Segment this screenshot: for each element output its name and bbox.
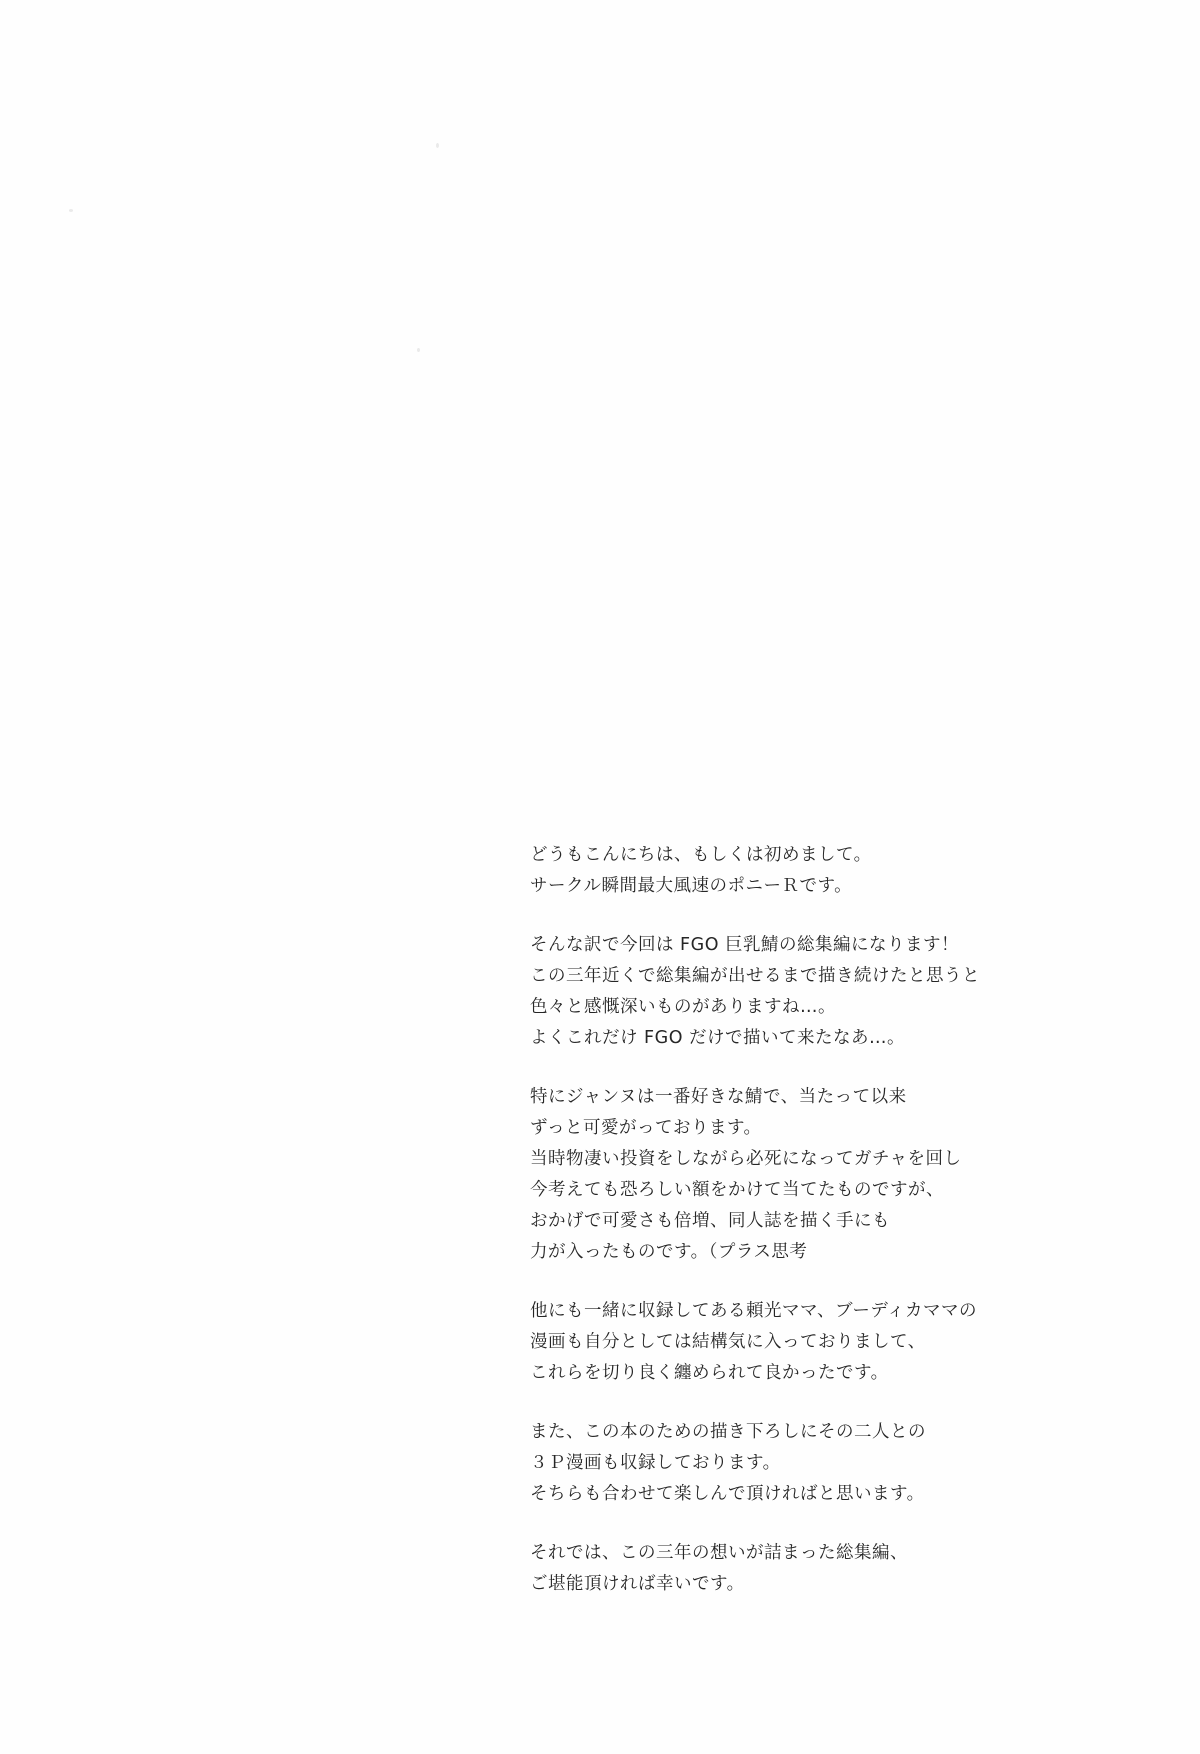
- text-line: 色々と感慨深いものがありますね…。: [530, 997, 836, 1017]
- text-line: サークル瞬間最大風速のポニーＲです。: [530, 876, 853, 896]
- paragraph: [530, 930, 1170, 1054]
- text-line: 漫画も自分としては結構気に入っておりまして、: [530, 1332, 926, 1352]
- text-line: 他にも一緒に収録してある頼光ママ、ブーディカママの: [530, 1301, 978, 1321]
- paper-speckle: [69, 209, 73, 212]
- afterword-text-block: [530, 840, 1170, 1600]
- text-line: 当時物凄い投資をしながら必死になってガチャを回し: [530, 1149, 962, 1169]
- text-line: 今考えても恐ろしい額をかけて当てたものですが、: [530, 1180, 944, 1200]
- paragraph: [530, 1082, 1170, 1268]
- text-line: 特にジャンヌは一番好きな鯖で、当たって以来: [530, 1087, 907, 1107]
- text-line: ３Ｐ漫画も収録しております。: [530, 1453, 781, 1473]
- text-line: そんな訳で今回は FGO 巨乳鯖の総集編になります！: [530, 935, 960, 955]
- text-line: ずっと可愛がっております。: [530, 1118, 762, 1138]
- paper-speckle: [417, 348, 420, 352]
- text-line: それでは、この三年の想いが詰まった総集編、: [530, 1543, 908, 1563]
- paragraph: [530, 1296, 1170, 1389]
- text-line: これらを切り良く纏められて良かったです。: [530, 1363, 889, 1383]
- text-line: ご堪能頂ければ幸いです。: [530, 1574, 745, 1594]
- text-line: おかげで可愛さも倍増、同人誌を描く手にも: [530, 1211, 890, 1231]
- text-line: また、この本のための描き下ろしにその二人との: [530, 1422, 926, 1442]
- text-line: 力が入ったものです。（プラス思考: [530, 1242, 808, 1262]
- text-line: そちらも合わせて楽しんで頂ければと思います。: [530, 1484, 925, 1504]
- paper-speckle: [436, 143, 439, 148]
- paragraph: [530, 1417, 1170, 1510]
- paragraph: [530, 1538, 1170, 1600]
- text-line: この三年近くで総集編が出せるまで描き続けたと思うと: [530, 966, 980, 986]
- text-line: どうもこんにちは、もしくは初めまして。: [530, 845, 872, 865]
- paragraph: [530, 840, 1170, 902]
- text-line: よくこれだけ FGO だけで描いて来たなあ…。: [530, 1028, 906, 1048]
